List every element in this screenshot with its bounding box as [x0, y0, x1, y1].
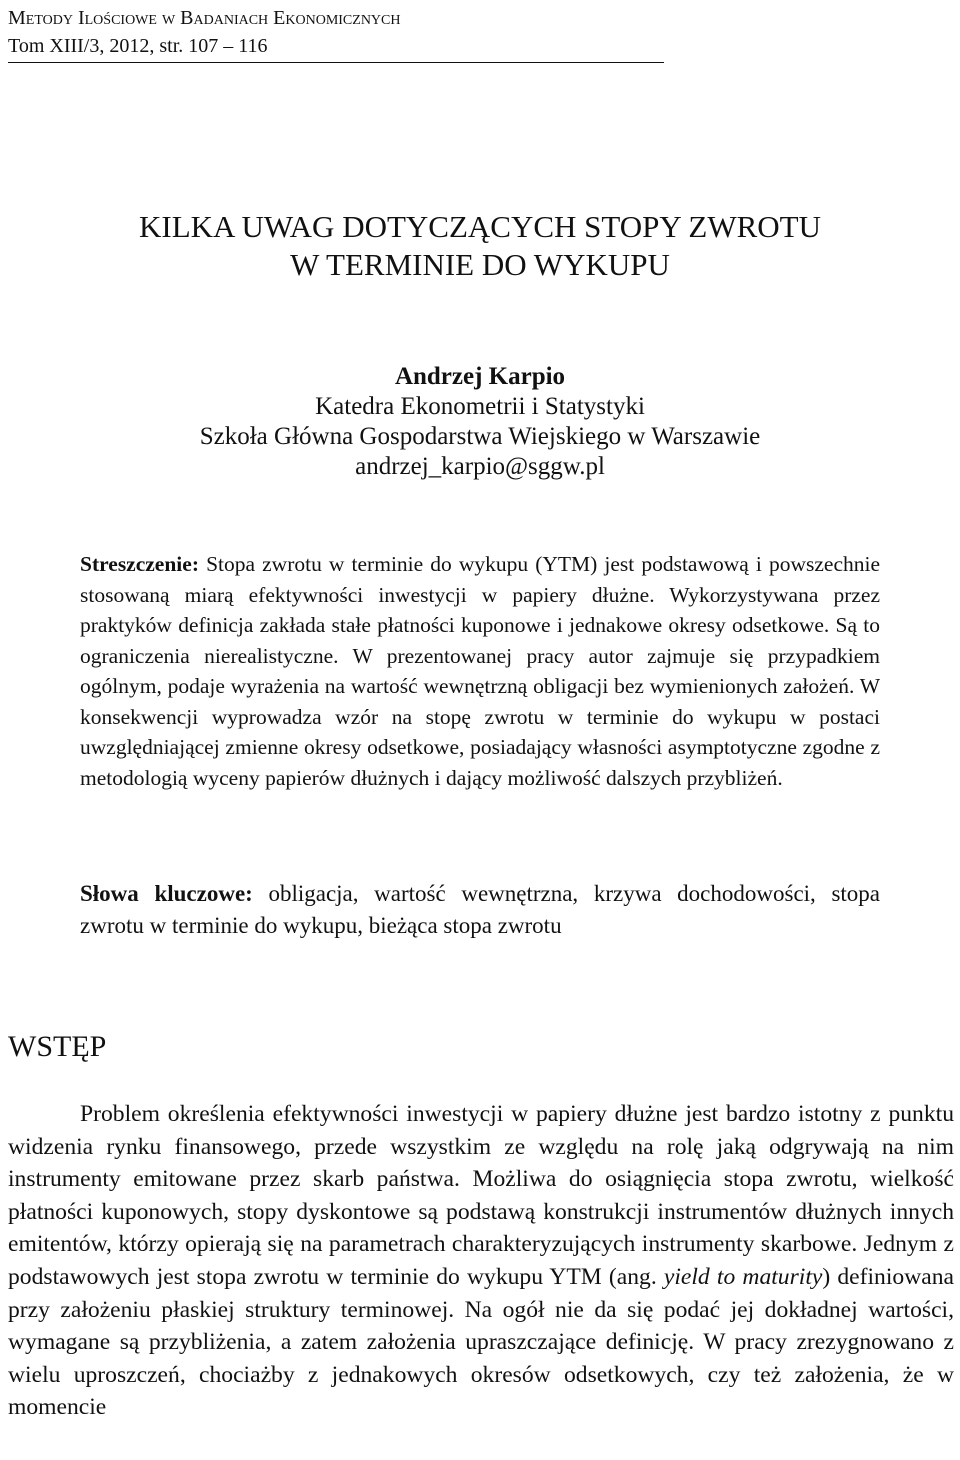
title-line-2: W TERMINIE DO WYKUPU: [290, 247, 670, 282]
author-email[interactable]: andrzej_karpio@sggw.pl: [355, 453, 605, 480]
abstract-text: Stopa zwrotu w terminie do wykupu (YTM) jest podstawową i powszechnie stosowaną miarą efektywności inwestycji w papiery dłużne. Wykorzystywana przez praktyków definicja zakłada stałe płatności kuponowe i jednakowe okresy odsetkowe. Są to ograniczenia nierealistyczne. W prezentowanej pracy autor zajmuje się przypadkiem ogólnym, podaje wyrażenia na wartość wewnętrzną obligacji bez wymienionych założeń. W konsekwencji wyprowadza wzór na stopę zwrotu w terminie do wykupu w postaci uwzględniającej zmienne okresy odsetkowe, posiadający własności asymptotyczne zgodne z metodologią wyceny papierów dłużnych i dający możliwość dalszych przybliżeń.: [80, 552, 880, 790]
body-text-part-2: ) definiowana przy założeniu płaskiej struktury terminowej. Na ogół nie da się podać jej dokładnej wartości, wymagane są przybliżenia, a zatem założenia upraszczające definicję. W pracy zrezygnowano z wielu uproszczeń, chociażby z jednakowych okresów odsetkowych, czy też założenia, że w momencie: [8, 1263, 954, 1421]
journal-volume: Tom XIII/3, 2012, str. 107 – 116: [8, 35, 268, 57]
author-name: Andrzej Karpio: [394, 363, 566, 390]
abstract-label: Streszczenie:: [80, 552, 199, 576]
keywords: [80, 878, 880, 942]
title-line-1: KILKA UWAG DOTYCZĄCYCH STOPY ZWROTU: [139, 209, 821, 244]
keywords-text: obligacja, wartość wewnętrzna, krzywa dochodowości, stopa zwrotu w terminie do wykupu, bieżąca stopa zwrotu: [80, 881, 880, 938]
abstract: [80, 549, 880, 793]
header-rule: [8, 62, 664, 63]
paper-title: [0, 208, 960, 284]
body-text: [8, 1098, 954, 1424]
body-text-italic: yield to maturity: [663, 1263, 823, 1290]
keywords-label: Słowa kluczowe:: [80, 881, 253, 906]
author-institution: Szkoła Główna Gospodarstwa Wiejskiego w Warszawie: [199, 423, 761, 450]
journal-header: [8, 4, 664, 63]
section-heading: WSTĘP: [8, 1030, 107, 1063]
body-text-part-1: Problem określenia efektywności inwestycji w papiery dłużne jest bardzo istotny z punktu widzenia rynku finansowego, przede wszystkim ze względu na rolę jaką odgrywają na nim instrumenty emitowane przez skarb państwa. Możliwa do osiągnięcia stopa zwrotu, wielkość płatności kuponowych, stopy dyskontowe są podstawą konstrukcji instrumentów dłużnych innych emitentów, którzy opierają się na parametrach charakteryzujących instrumenty skarbowe. Jednym z podstawowych jest stopa zwrotu w terminie do wykupu YTM (ang.: [8, 1101, 954, 1290]
author-department: Katedra Ekonometrii i Statystyki: [315, 393, 645, 420]
body-paragraph: [8, 1098, 954, 1424]
journal-name: Metody Ilościowe w Badaniach Ekonomicznych: [8, 7, 401, 29]
author-block: [0, 362, 960, 482]
